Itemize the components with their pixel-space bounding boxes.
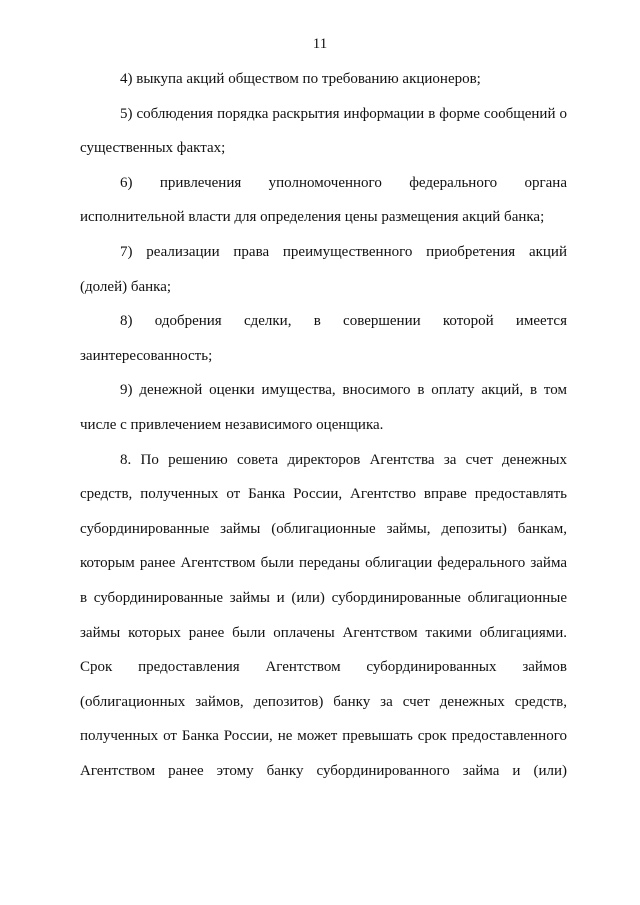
paragraph-item-5: 5) соблюдения порядка раскрытия информации в форме сообщений о существенных фактах;: [80, 105, 567, 157]
page-number: 11: [312, 36, 328, 52]
paragraph-item-4: 4) выкупа акций обществом по требованию акционеров;: [120, 71, 481, 87]
paragraph-item-7: 7) реализации права преимущественного приобретения акций (долей) банка;: [80, 243, 567, 295]
paragraph-item-6: 6) привлечения уполномоченного федерального органа исполнительной власти для определения цены размещения акций банка;: [80, 174, 567, 226]
document-body: [80, 62, 567, 788]
paragraph-item-8: 8) одобрения сделки, в совершении которой имеется заинтересованность;: [80, 313, 567, 364]
paragraph-item-9: 9) денежной оценки имущества, вносимого в оплату акций, в том числе с привлечением независимого оценщика.: [80, 382, 567, 433]
paragraph-section-8: 8. По решению совета директоров Агентства за счет денежных средств, полученных от Банка России, Агентство вправе предоставлять субординированные займы (облигационные займы, депозиты) банкам, которым ранее Агентством были переданы облигации федерального займа в субординированные займы и (или) субординированные облигационные займы которых ранее были оплачены Агентством такими облигациями. Срок предоставления Агентством субординированных займов (облигационных займов, депозитов) банку за счет денежных средств, полученных от Банка России, не может превышать срок предоставленного Агентством ранее этому банку субординированного займа и (или): [80, 451, 567, 779]
